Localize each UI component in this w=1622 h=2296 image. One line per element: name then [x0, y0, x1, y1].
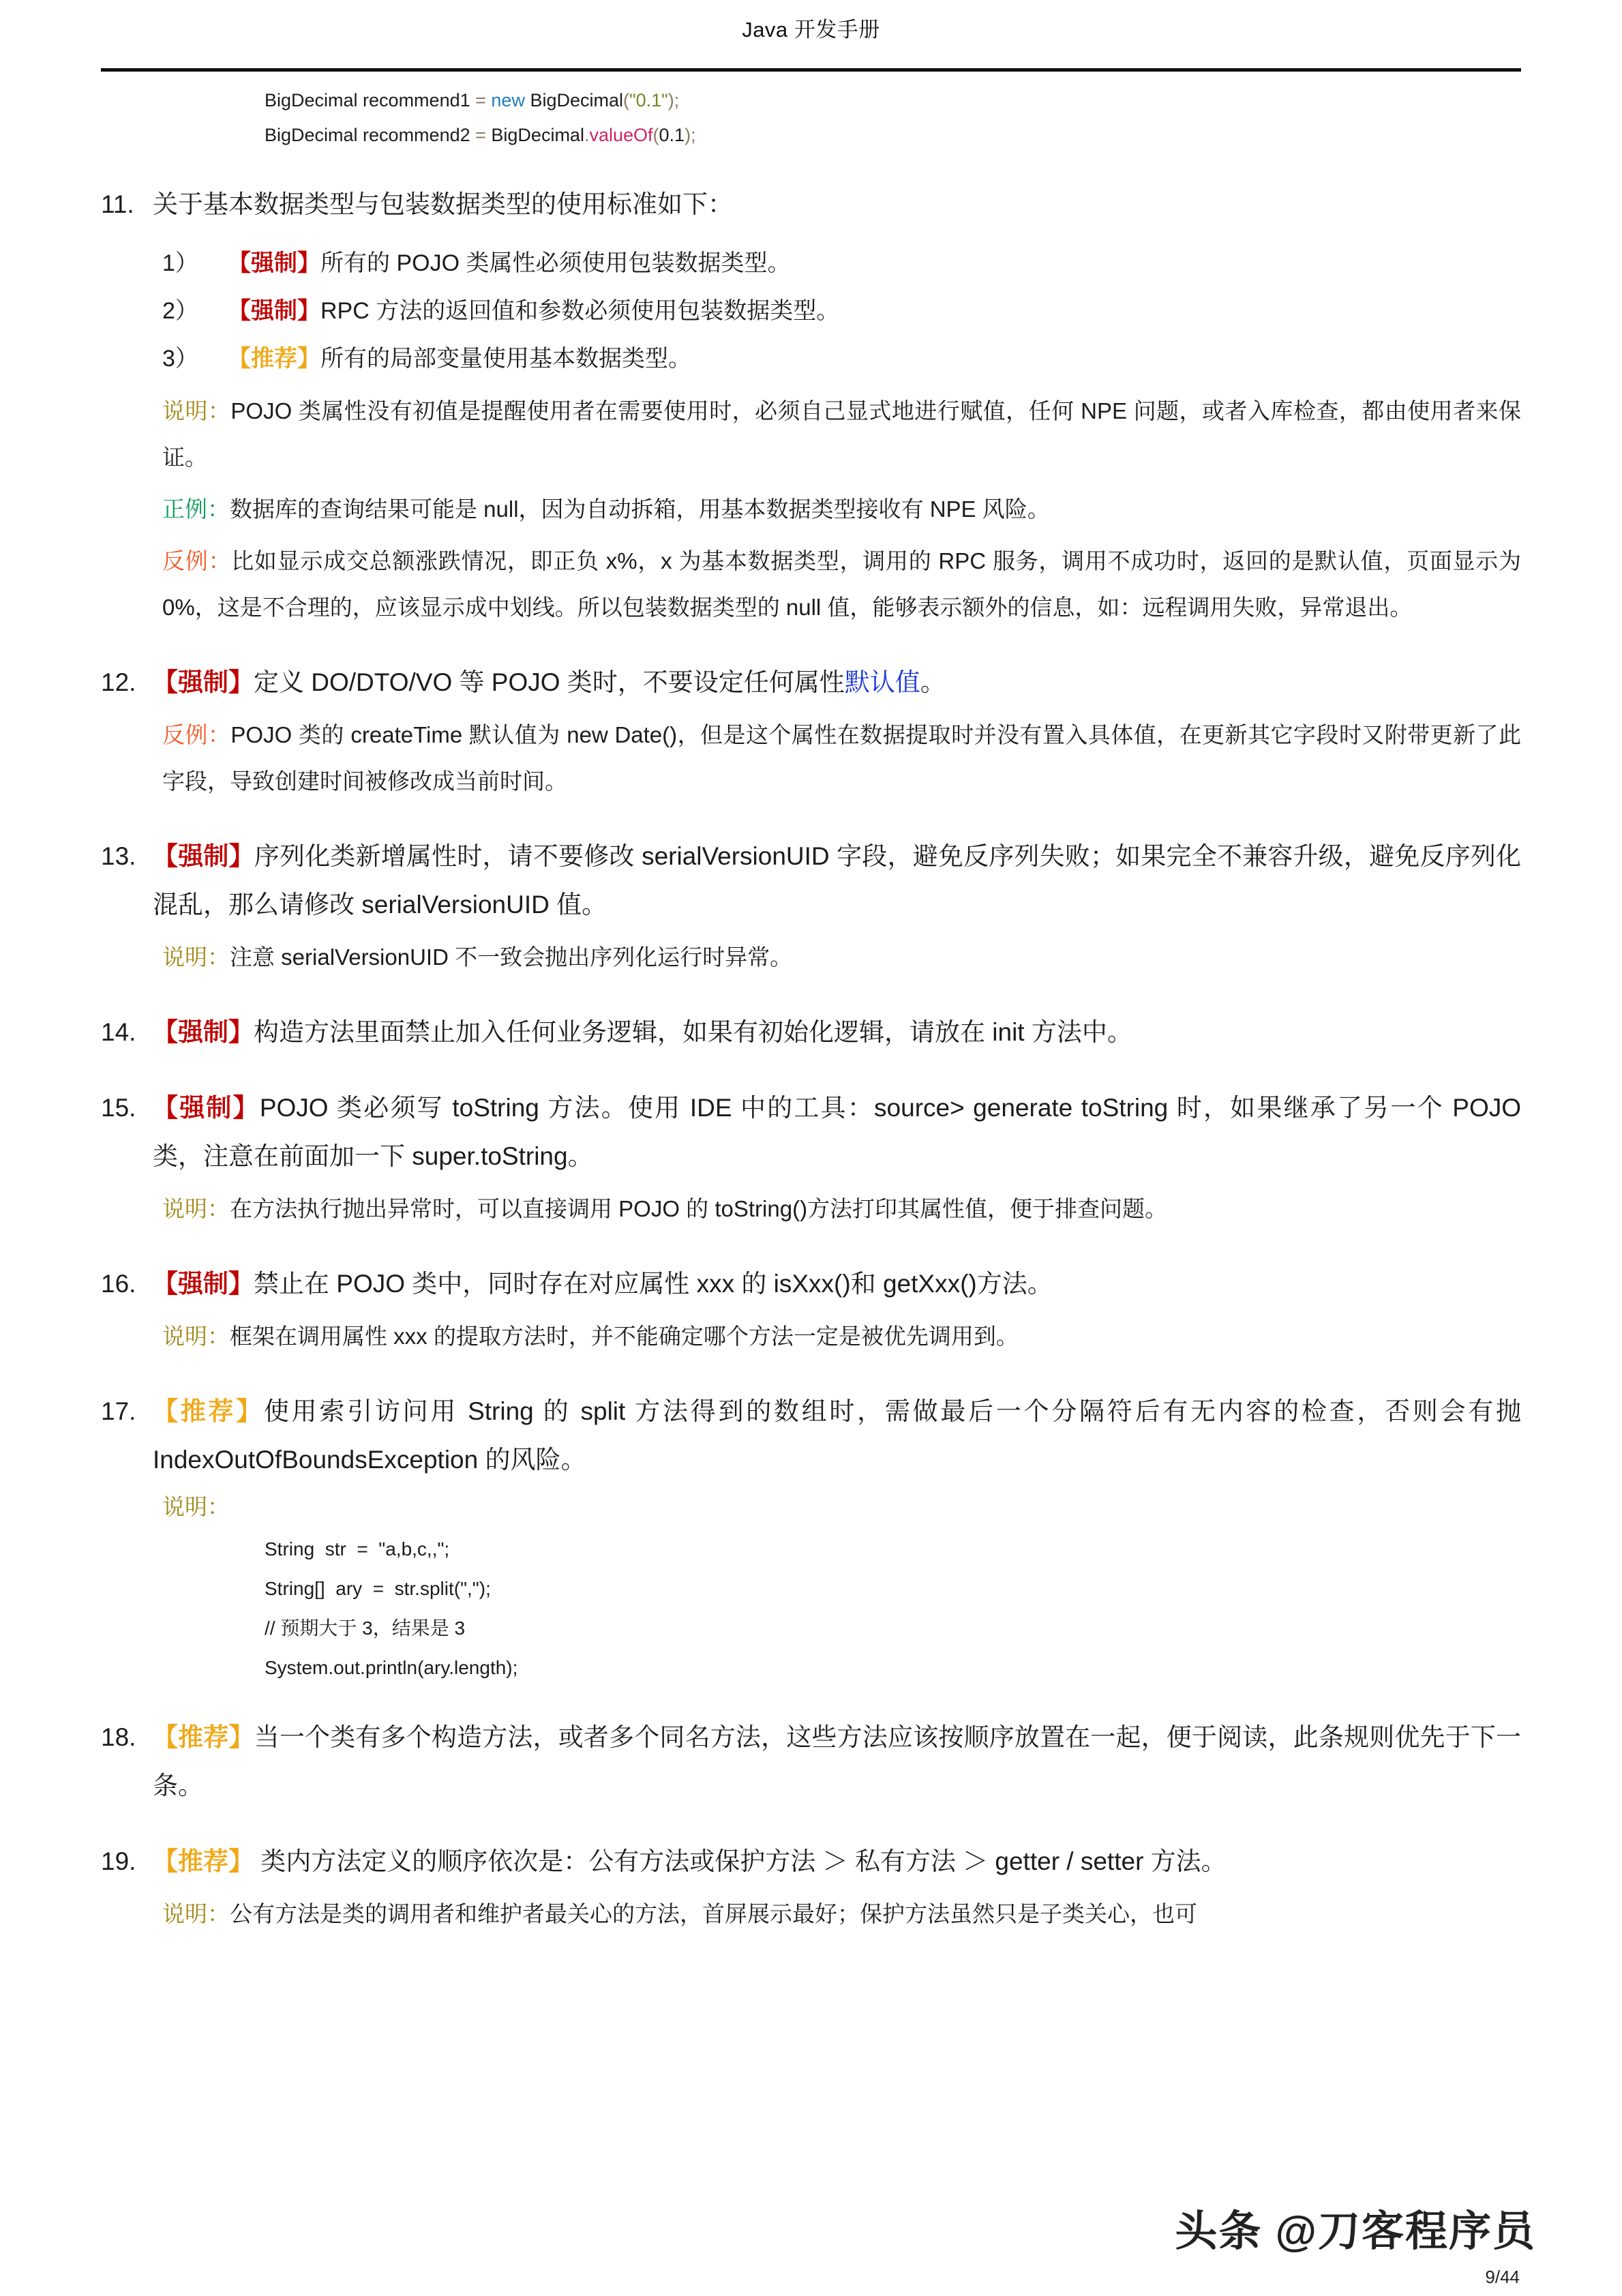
rule-number: 15.	[101, 1094, 136, 1122]
note-text: 框架在调用属性 xxx 的提取方法时，并不能确定哪个方法一定是被优先调用到。	[230, 1324, 1019, 1349]
code-sample-split	[265, 1532, 1521, 1567]
note-text: 在方法执行抛出异常时，可以直接调用 POJO 的 toString()方法打印其属性值，便于排查问题。	[230, 1196, 1168, 1221]
code-text: BigDecimal	[491, 125, 584, 145]
note-colon: ：	[207, 722, 231, 747]
note-colon: ：	[207, 1196, 230, 1221]
rule-text-part: 。	[920, 668, 946, 696]
page-number: 9/44	[1485, 2267, 1520, 2287]
note-label-good: 正例	[162, 496, 207, 522]
note-description-19	[162, 1891, 1521, 1937]
sub-marker: 1）	[162, 250, 198, 276]
note-colon: ：	[207, 944, 230, 970]
rule-item-15	[101, 1084, 1521, 1180]
code-operator: =	[475, 90, 492, 110]
note-good-11	[162, 486, 1521, 533]
note-label-bad: 反例	[162, 722, 208, 747]
note-colon: ：	[207, 1494, 230, 1519]
note-label-desc: 说明	[162, 944, 207, 970]
sub-rule-2	[162, 287, 1521, 335]
code-line: System.out.println(ary.length);	[265, 1657, 518, 1678]
code-line: String str = "a,b,c,,";	[265, 1538, 450, 1560]
note-label-desc: 说明	[162, 398, 208, 423]
note-label-desc: 说明	[162, 1196, 207, 1221]
rule-text	[153, 1084, 1521, 1180]
sub-rule-text: 所有的 POJO 类属性必须使用包装数据类型。	[320, 250, 791, 276]
note-label-desc: 说明	[162, 1901, 207, 1926]
rule-number: 12.	[101, 668, 136, 696]
sub-marker: 2）	[162, 298, 198, 324]
rule-number: 16.	[101, 1270, 136, 1298]
watermark: 头条 @刀客程序员	[1175, 2208, 1536, 2255]
rule-number: 19.	[101, 1847, 136, 1875]
code-sample-split-3	[265, 1611, 1521, 1646]
note-description-17	[162, 1487, 1521, 1527]
note-label-desc: 说明	[162, 1494, 207, 1519]
badge-recommended: 【推荐】	[153, 1723, 254, 1751]
badge-mandatory: 【强制】	[228, 250, 320, 276]
sub-rule-body	[228, 335, 1521, 383]
rule-text	[153, 1008, 1521, 1056]
code-argument: 0.1	[659, 125, 685, 145]
note-description-15	[162, 1186, 1521, 1232]
note-colon: ：	[208, 548, 232, 573]
rule-text	[153, 1259, 1521, 1308]
rule-item-17	[101, 1387, 1521, 1484]
rule-text	[153, 832, 1521, 929]
highlight-default-value: 默认值	[844, 668, 920, 696]
code-sample-split-2	[265, 1571, 1521, 1607]
rule-text-part: 定义 DO/DTO/VO 等 POJO 类时，不要设定任何属性	[254, 668, 845, 696]
code-method-valueof: valueOf	[589, 125, 653, 145]
sub-rule-body	[228, 287, 1521, 335]
code-operator: =	[475, 125, 492, 145]
note-description-13	[162, 934, 1521, 981]
note-label-desc: 说明	[162, 1324, 207, 1349]
badge-mandatory: 【强制】	[153, 1094, 260, 1122]
sub-rule-3	[162, 335, 1521, 383]
rule-number: 14.	[101, 1018, 136, 1046]
rule-text-part: 序列化类新增属性时，请不要修改 serialVersionUID 字段，避免反序列失败；如果完全不兼容升级，避免反序列化混乱，那么请修改 serialVersionUID 值。	[153, 842, 1522, 919]
code-comment: // 预期大于 3，结果是 3	[265, 1617, 466, 1639]
rule-text-part: 当一个类有多个构造方法，或者多个同名方法，这些方法应该按顺序放置在一起，便于阅读，此条规则优先于下一条。	[153, 1723, 1522, 1800]
code-paren: );	[685, 125, 696, 145]
rule-text: 关于基本数据类型与包装数据类型的使用标准如下：	[153, 190, 733, 218]
code-block-bigdecimal	[265, 83, 1521, 118]
rule-text-part: 禁止在 POJO 类中，同时存在对应属性 xxx 的 isXxx()和 getXxx()方法。	[254, 1270, 1053, 1298]
code-text: BigDecimal	[524, 90, 623, 110]
code-paren: );	[667, 90, 680, 110]
rule-number: 11.	[101, 190, 134, 218]
code-sample-split-4	[265, 1650, 1521, 1686]
code-text: BigDecimal recommend1	[265, 90, 476, 110]
badge-mandatory: 【强制】	[153, 842, 254, 870]
badge-recommended: 【推荐】	[228, 346, 320, 372]
page-header	[0, 12, 1622, 43]
rule-11-sublist	[101, 239, 1521, 383]
code-dot: .	[584, 125, 590, 145]
sub-rule-text: 所有的局部变量使用基本数据类型。	[320, 346, 691, 372]
note-colon: ：	[207, 496, 230, 522]
header-title: Java 开发手册	[742, 18, 880, 42]
note-description-16	[162, 1313, 1521, 1360]
rule-number: 17.	[101, 1397, 136, 1425]
sub-marker: 3）	[162, 346, 198, 372]
badge-recommended: 【推荐】	[153, 1397, 264, 1425]
rule-item-14	[101, 1008, 1521, 1056]
sub-rule-body	[228, 239, 1521, 287]
code-string-literal: "0.1"	[629, 90, 668, 110]
badge-mandatory: 【强制】	[228, 298, 320, 324]
note-text: 公有方法是类的调用者和维护者最关心的方法，首屏展示最好；保护方法虽然只是子类关心，也可	[230, 1901, 1197, 1926]
rule-item-12	[101, 658, 1521, 706]
header-divider	[101, 68, 1521, 72]
rule-item-19	[101, 1837, 1521, 1885]
note-colon: ：	[207, 1324, 230, 1349]
rule-item-13	[101, 832, 1521, 929]
sub-rule-1	[162, 239, 1521, 287]
note-colon: ：	[207, 1901, 230, 1926]
code-paren: (	[652, 125, 659, 145]
rule-text-part: 构造方法里面禁止加入任何业务逻辑，如果有初始化逻辑，请放在 init 方法中。	[254, 1018, 1132, 1046]
note-description-11	[162, 388, 1521, 481]
note-text: 注意 serialVersionUID 不一致会抛出序列化运行时异常。	[230, 944, 793, 970]
note-text: 数据库的查询结果可能是 null，因为自动拆箱，用基本数据类型接收有 NPE 风险。	[230, 496, 1050, 522]
rule-number: 13.	[101, 842, 136, 870]
rule-text	[153, 1387, 1521, 1484]
code-block-bigdecimal-2	[265, 118, 1521, 153]
note-colon: ：	[207, 398, 231, 423]
rule-text-part: POJO 类必须写 toString 方法。使用 IDE 中的工具：source> generate toString 时，如果继承了另一个 POJO 类，注意在前面加一下 super.toString。	[153, 1094, 1521, 1170]
code-paren: (	[622, 90, 629, 110]
rule-text	[153, 1713, 1521, 1810]
note-label-bad: 反例	[162, 548, 209, 573]
code-text: BigDecimal recommend2	[265, 125, 476, 145]
code-line: String[] ary = str.split(",");	[265, 1578, 491, 1599]
note-text: POJO 类的 createTime 默认值为 new Date()，但是这个属性在数据提取时并没有置入具体值，在更新其它字段时又附带更新了此字段，导致创建时间被修改成当前时间。	[162, 722, 1522, 794]
rule-number: 18.	[101, 1723, 136, 1751]
rule-text-part: 类内方法定义的顺序依次是：公有方法或保护方法 ＞ 私有方法 ＞ getter / setter 方法。	[254, 1847, 1227, 1875]
rule-text	[153, 1837, 1521, 1885]
badge-mandatory: 【强制】	[153, 1018, 254, 1046]
sub-rule-text: RPC 方法的返回值和参数必须使用包装数据类型。	[320, 298, 840, 324]
code-keyword-new: new	[491, 90, 525, 110]
rule-text	[153, 658, 1521, 706]
note-bad-11	[162, 538, 1521, 631]
page-content	[101, 83, 1521, 1937]
note-bad-12	[162, 712, 1521, 805]
rule-item-16	[101, 1259, 1521, 1308]
badge-recommended: 【推荐】	[153, 1847, 254, 1875]
rule-text-part: 使用索引访问用 String 的 split 方法得到的数组时，需做最后一个分隔符后有无内容的检查，否则会有抛 IndexOutOfBoundsException 的风险。	[153, 1397, 1521, 1474]
badge-mandatory: 【强制】	[153, 1270, 254, 1298]
badge-mandatory: 【强制】	[153, 668, 254, 696]
note-text: POJO 类属性没有初值是提醒使用者在需要使用时，必须自己显式地进行赋值，任何 NPE 问题，或者入库检查，都由使用者来保证。	[162, 398, 1521, 470]
rule-item-11	[101, 180, 1521, 228]
note-text: 比如显示成交总额涨跌情况，即正负 x%，x 为基本数据类型，调用的 RPC 服务，调用不成功时，返回的是默认值，页面显示为 0%，这是不合理的，应该显示成中划线。所以包装数据类型的 null 值，能够表示额外的信息，如：远程调用失败，异常退出。	[162, 548, 1522, 620]
rule-item-18	[101, 1713, 1521, 1810]
